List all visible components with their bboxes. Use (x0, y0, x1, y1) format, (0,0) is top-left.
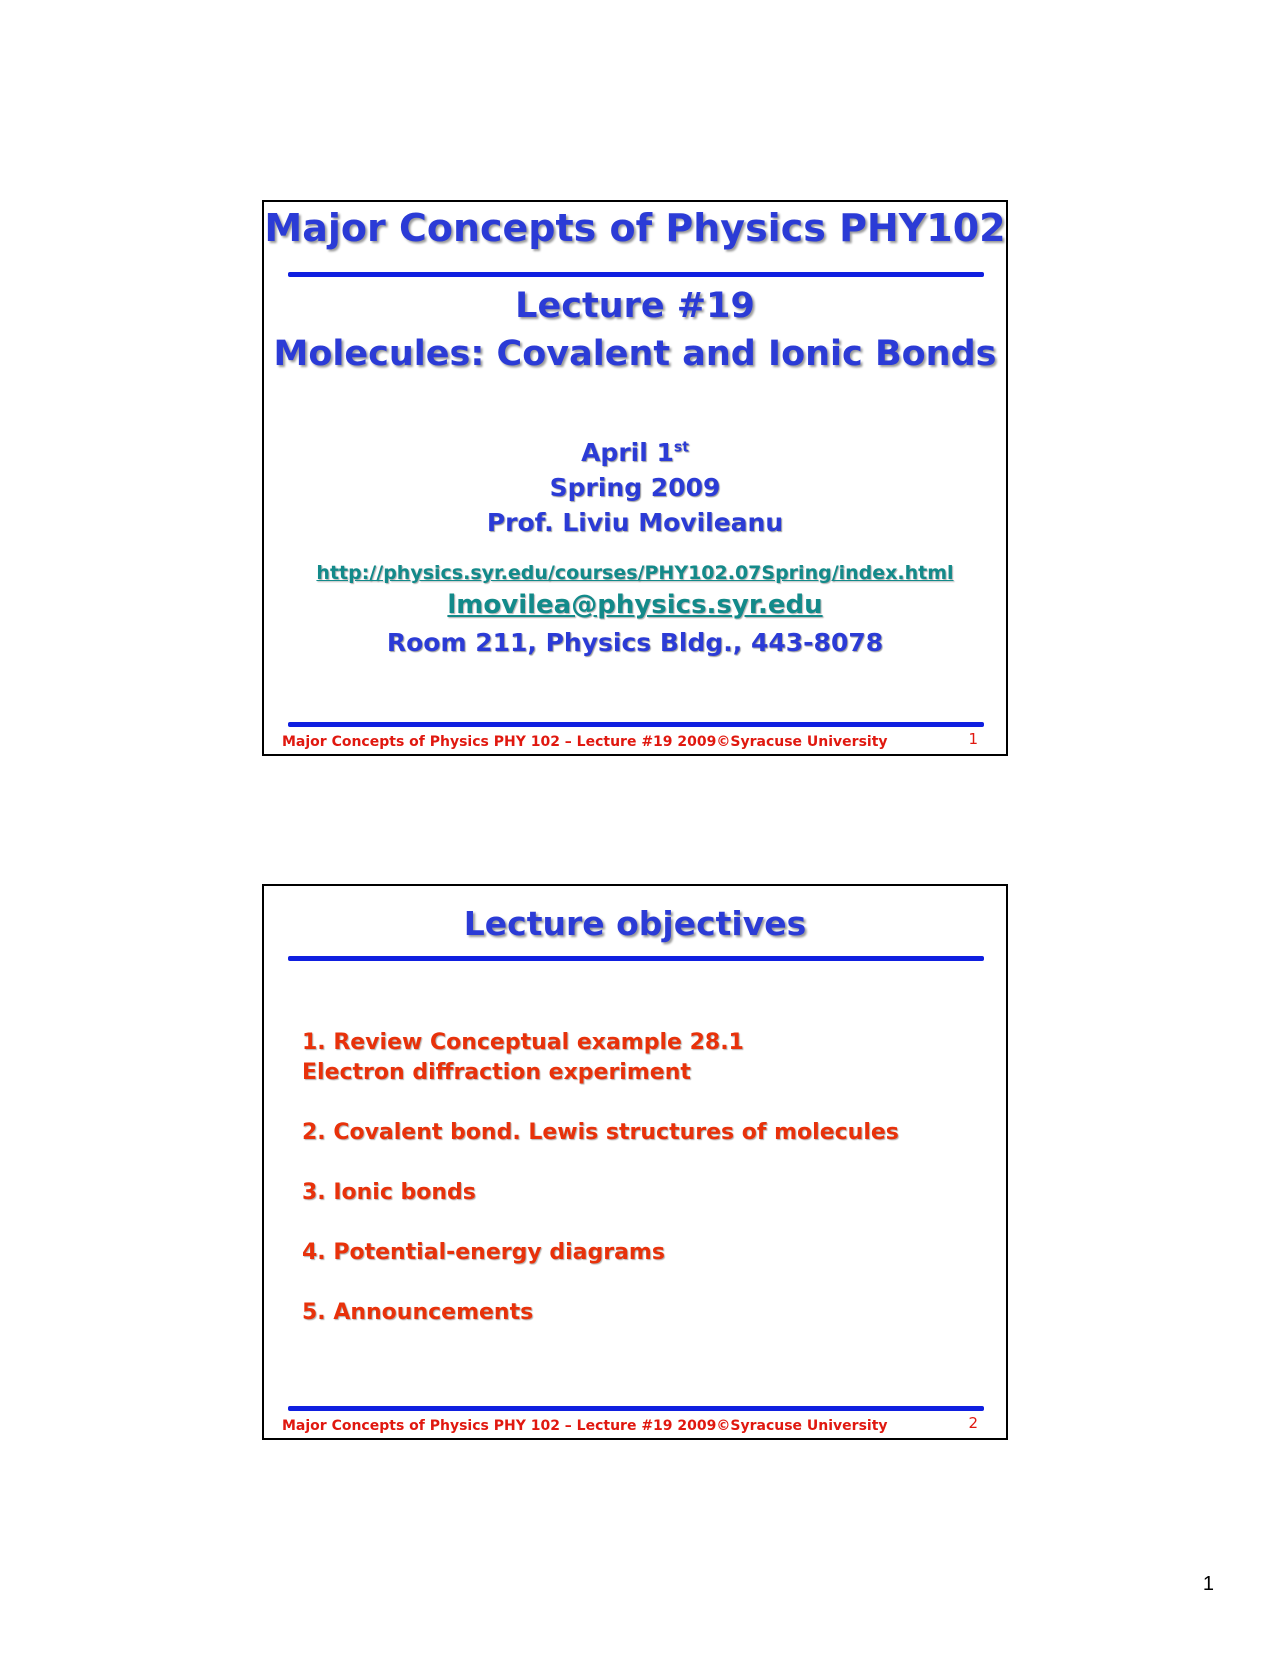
office-info: Room 211, Physics Bldg., 443-8078 (386, 628, 884, 657)
objective-item-4 (302, 1238, 899, 1268)
objective-4-line-1: 4. Potential-energy diagrams (302, 1240, 665, 1265)
slide-number: 1 (968, 730, 978, 748)
objective-5-line-1: 5. Announcements (302, 1300, 534, 1325)
slide-footer: Major Concepts of Physics PHY 102 – Lecture #19 2009©Syracuse University (282, 734, 888, 750)
course-url-link[interactable]: http://physics.syr.edu/courses/PHY102.07Spring/index.html (316, 562, 954, 584)
slide-1 (262, 200, 1008, 756)
objective-3-line-1: 3. Ionic bonds (302, 1180, 476, 1205)
slide-footer: Major Concepts of Physics PHY 102 – Lecture #19 2009©Syracuse University (282, 1418, 888, 1434)
professor-name: Prof. Liviu Movileanu (486, 508, 784, 537)
lecture-date (264, 438, 1006, 467)
objectives-title: Lecture objectives (463, 904, 807, 943)
objective-1-line-1: 1. Review Conceptual example 28.1 (302, 1030, 744, 1055)
objective-2-line-1: 2. Covalent bond. Lewis structures of molecules (302, 1120, 899, 1145)
slide-2 (262, 884, 1008, 1440)
footer-divider (288, 1406, 984, 1411)
course-title: Major Concepts of Physics PHY102 (264, 206, 1006, 250)
objectives-list (302, 1028, 899, 1358)
email-link[interactable]: lmovilea@physics.syr.edu (447, 590, 823, 620)
objective-item-2 (302, 1118, 899, 1148)
objective-item-1 (302, 1028, 899, 1088)
lecture-term: Spring 2009 (549, 473, 721, 502)
page-number: 1 (1202, 1573, 1214, 1595)
lecture-number: Lecture #19 (515, 286, 755, 326)
objective-item-3 (302, 1178, 899, 1208)
footer-divider (288, 722, 984, 727)
lecture-date-main: April 1 (581, 438, 674, 467)
title-divider (288, 956, 984, 961)
lecture-topic: Molecules: Covalent and Ionic Bonds (273, 334, 997, 374)
objective-1-line-2: Electron diffraction experiment (302, 1060, 691, 1085)
slide-number: 2 (968, 1414, 978, 1432)
objective-item-5 (302, 1298, 899, 1328)
title-divider (288, 272, 984, 277)
lecture-date-suffix: st (673, 439, 689, 456)
